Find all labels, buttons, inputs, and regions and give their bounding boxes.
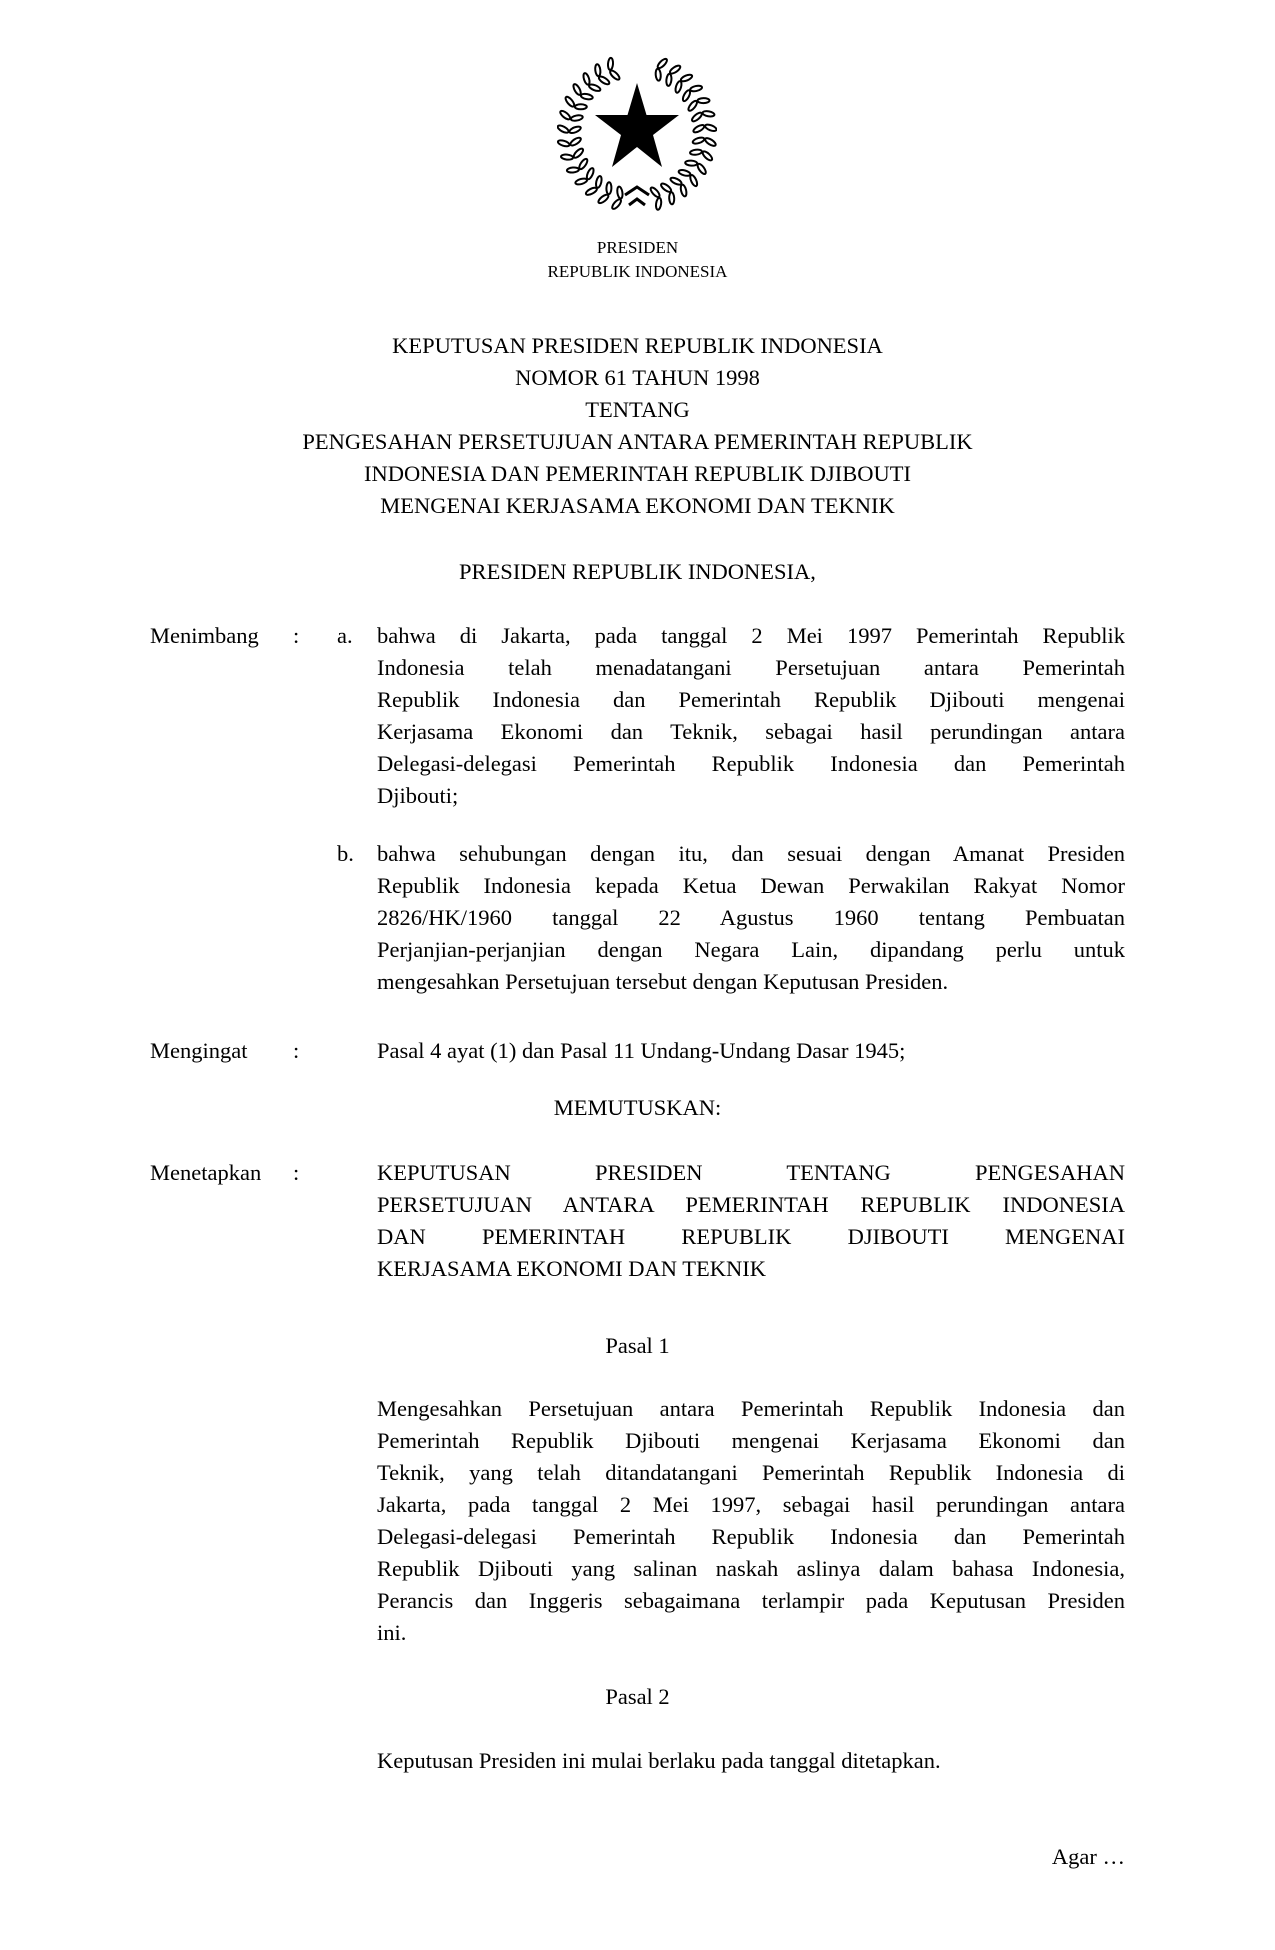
wreath-leaf <box>690 85 703 92</box>
wreath-leaf <box>575 177 588 185</box>
document-title <box>0 330 1275 522</box>
wreath-leaf <box>616 186 623 199</box>
pasal-2-heading: Pasal 2 <box>605 1684 670 1709</box>
menimbang-colon: : <box>293 623 300 648</box>
item-marker-b: b. <box>337 841 354 866</box>
star-icon <box>595 83 679 167</box>
menetapkan-colon: : <box>293 1160 300 1185</box>
text-line: Delegasi-delegasi Pemerintah Republik Indonesia dan Pemerintah <box>377 1524 1125 1549</box>
menimbang-a-text <box>377 620 1125 812</box>
menetapkan-text <box>377 1157 1125 1285</box>
text-line: Republik Indonesia dan Pemerintah Republik Djibouti mengenai <box>377 687 1125 712</box>
wreath-leaf <box>569 136 582 147</box>
text-line: ini. <box>377 1620 407 1645</box>
wreath-leaf <box>595 175 603 188</box>
text-line: Pemerintah Republik Djibouti mengenai Kerjasama Ekonomi dan <box>377 1428 1125 1453</box>
wreath-leaf <box>557 124 570 134</box>
text-line: bahwa di Jakarta, pada tanggal 2 Mei 1997 Pemerintah Republik <box>377 623 1125 648</box>
text-line: Republik Djibouti yang salinan naskah aslinya dalam bahasa Indonesia, <box>377 1556 1125 1581</box>
seal-emblem-icon <box>557 55 717 220</box>
wreath-leaf <box>691 111 703 123</box>
wreath-leaf <box>570 114 583 121</box>
letterhead-line2: REPUBLIK INDONESIA <box>547 262 728 281</box>
menetapkan-label: Menetapkan <box>150 1160 262 1185</box>
wreath-leaf <box>561 154 573 160</box>
wreath-leaf <box>656 57 668 69</box>
wreath-leaf <box>564 95 576 107</box>
wreath-leaf <box>582 72 590 85</box>
wreath-leaf <box>655 198 662 211</box>
text-line: KERJASAMA EKONOMI DAN TEKNIK <box>377 1256 766 1281</box>
pasal-2-text: Keputusan Presiden ini mulai berlaku pada tanggal ditetapkan. <box>377 1748 941 1773</box>
title-line: INDONESIA DAN PEMERINTAH REPUBLIK DJIBOUTI <box>364 461 911 486</box>
wreath-leaf <box>580 93 593 100</box>
wreath-leaf <box>704 137 717 148</box>
wreath-leaf <box>585 186 598 196</box>
wreath-leaf <box>702 110 715 117</box>
text-line: Mengesahkan Persetujuan antara Pemerintah Republik Indonesia dan <box>377 1396 1125 1421</box>
wreath-leaf <box>572 147 584 159</box>
wreath-leaf <box>606 182 611 194</box>
wreath-leaf <box>669 192 675 204</box>
text-line: Republik Indonesia kepada Ketua Dewan Perwakilan Rakyat Nomor <box>377 873 1125 898</box>
text-line: Delegasi-delegasi Pemerintah Republik Indonesia dan Pemerintah <box>377 751 1125 776</box>
menimbang-b-text <box>377 838 1125 998</box>
title-line: MENGENAI KERJASAMA EKONOMI DAN TEKNIK <box>380 493 895 518</box>
letterhead-line1: PRESIDEN <box>596 238 679 257</box>
wreath-leaf <box>595 64 601 77</box>
wreath-leaf <box>575 104 587 109</box>
wreath-leaf <box>692 136 705 144</box>
wreath-leaf <box>696 163 707 176</box>
wreath-leaf <box>597 193 610 204</box>
wreath-leaf <box>669 64 682 75</box>
text-line: Perancis dan Inggeris sebagaimana terlampir pada Keputusan Presiden <box>377 1588 1125 1613</box>
text-line: KEPUTUSAN PRESIDEN TENTANG PENGESAHAN <box>377 1160 1125 1185</box>
text-line: 2826/HK/1960 tanggal 22 Agustus 1960 tentang Pembuatan <box>377 905 1125 930</box>
wreath-leaf <box>609 69 621 81</box>
text-line: bahwa sehubungan dengan itu, dan sesuai dengan Amanat Presiden <box>377 841 1125 866</box>
wreath-leaf <box>680 73 693 82</box>
text-line: Teknik, yang telah ditandatangani Pemerintah Republik Indonesia di <box>377 1460 1125 1485</box>
wreath-leaf <box>611 198 623 210</box>
text-line: Perjanjian-perjanjian dengan Negara Lain, dipandang perlu untuk <box>377 937 1125 962</box>
wreath-leaf <box>588 83 601 92</box>
text-line: Djibouti; <box>377 783 459 808</box>
wreath-leaf <box>608 58 614 70</box>
item-marker-a: a. <box>337 623 353 648</box>
continuation-marker: Agar … <box>1051 1844 1125 1869</box>
wreath-leaf <box>567 167 579 173</box>
text-line: Indonesia telah menadatangani Persetujuan antara Pemerintah <box>377 655 1125 680</box>
pasal-1-heading: Pasal 1 <box>605 1333 670 1358</box>
title-line: PENGESAHAN PERSETUJUAN ANTARA PEMERINTAH REPUBLIK <box>302 429 973 454</box>
presidential-seal <box>557 55 717 220</box>
text-line: mengesahkan Persetujuan tersebut dengan Keputusan Presiden. <box>377 969 949 994</box>
wreath-leaf <box>692 124 705 134</box>
menimbang-label: Menimbang <box>150 623 259 648</box>
pasal-1-text <box>377 1393 1125 1649</box>
wreath-leaf <box>572 83 582 96</box>
mengingat-text: Pasal 4 ayat (1) dan Pasal 11 Undang-Undang Dasar 1945; <box>377 1038 906 1063</box>
wreath-leaf <box>685 160 697 166</box>
wreath-leaf <box>674 80 682 93</box>
title-line: NOMOR 61 TAHUN 1998 <box>515 365 760 390</box>
wreath-leaf <box>680 184 688 197</box>
mengingat-colon: : <box>293 1038 300 1063</box>
wreath-leaf <box>701 150 713 162</box>
issuer: PRESIDEN REPUBLIK INDONESIA, <box>459 559 816 584</box>
text-line: Jakarta, pada tanggal 2 Mei 1997, sebagai hasil perundingan antara <box>377 1492 1125 1517</box>
wreath-leaf <box>697 98 709 103</box>
wreath-leaf <box>689 174 699 187</box>
text-line: DAN PEMERINTAH REPUBLIK DJIBOUTI MENGENAI <box>377 1224 1125 1249</box>
wreath-leaf <box>704 123 717 132</box>
wreath-leaf <box>678 169 691 177</box>
wreath-leaf <box>690 149 703 155</box>
text-line: Kerjasama Ekonomi dan Teknik, sebagai hasil perundingan antara <box>377 719 1125 744</box>
title-line: TENTANG <box>585 397 690 422</box>
wreath-leaf <box>569 125 582 134</box>
wreath-leaf <box>649 186 661 198</box>
title-line: KEPUTUSAN PRESIDEN REPUBLIK INDONESIA <box>392 333 883 358</box>
wreath-leaf <box>666 74 672 86</box>
wreath-leaf <box>557 139 570 147</box>
wreath-leaf <box>655 69 661 81</box>
text-line: PERSETUJUAN ANTARA PEMERINTAH REPUBLIK INDONESIA <box>377 1192 1125 1217</box>
memutuskan-heading: MEMUTUSKAN: <box>553 1095 722 1120</box>
wreath-leaf <box>559 109 571 120</box>
mengingat-label: Mengingat <box>150 1038 248 1063</box>
